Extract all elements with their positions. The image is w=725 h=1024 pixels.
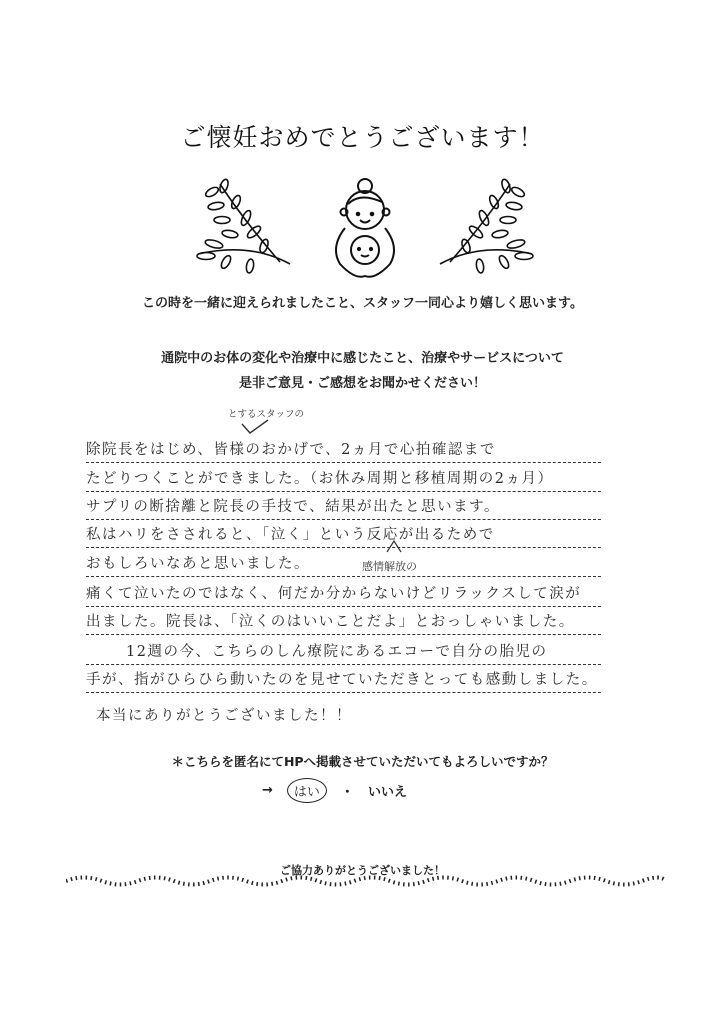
handwritten-text: 12週の今、こちらのしん療院にあるエコーで自分の胎児の — [110, 644, 548, 660]
handwritten-closing: 本当にありがとうございました！！ — [96, 708, 352, 724]
handwritten-line — [86, 636, 601, 665]
prompt-line-1: 通院中のお体の変化や治療中に感じたこと、治療やサービスについて — [161, 351, 564, 366]
handwritten-line — [86, 664, 601, 693]
consent-no-option[interactable]: いいえ — [367, 785, 407, 800]
handwritten-text: 出ました。院長は、「泣くのはいいことだよ」とおっしゃいました。 — [86, 614, 575, 630]
consent-options — [262, 778, 407, 803]
handwritten-text: おもしろいなあと思いました。 — [86, 556, 310, 572]
handwritten-text: たどりつくことができました。（お休み周期と移植周期の2ヵ月） — [86, 471, 554, 487]
handwritten-line — [86, 519, 601, 548]
mother-and-baby-icon — [336, 179, 394, 277]
insert-note-emotion: 感情解放の — [362, 560, 417, 573]
handwritten-text: 手が、指がひらひら動いたのを見せていただきとっても感動しました。 — [86, 672, 598, 688]
page-title: ご懐妊おめでとうございます！ — [180, 123, 545, 152]
laurel-branch-icon — [197, 178, 290, 273]
consent-question: ＊こちらを匿名にてHPへ掲載させていただいてもよろしいですか？ — [171, 754, 554, 769]
handwritten-line — [86, 463, 601, 492]
footer-thanks: ご協力ありがとうございました！ — [280, 864, 445, 877]
prompt-line-2: 是非ご意見・ご感想をお聞かせください！ — [238, 376, 486, 391]
wavy-dotted-divider — [66, 866, 666, 896]
arrow-right-icon: → — [262, 783, 273, 798]
handwritten-text: 痛くて泣いたのではなく、何だか分からないけどリラックスして涙が — [86, 586, 582, 602]
illustration-header — [190, 172, 540, 282]
handwritten-line — [86, 606, 601, 635]
laurel-branch-icon — [440, 178, 533, 273]
insert-note-staff: とするスタッフの — [228, 409, 305, 420]
handwritten-line — [86, 491, 601, 520]
consent-yes-option[interactable]: はい — [287, 778, 327, 803]
subtitle: この時を一緒に迎えられましたこと、スタッフ一同心より嬉しく思います。 — [142, 296, 583, 311]
handwritten-text: 私はハリをさされると、「泣く」という反応が出るためで — [86, 527, 495, 543]
option-separator: ・ — [340, 785, 354, 800]
handwritten-line — [86, 578, 601, 607]
handwritten-line — [86, 548, 601, 577]
handwritten-text: 除院長をはじめ、皆様のおかげで、2ヵ月で心拍確認まで — [86, 442, 496, 458]
handwritten-line — [86, 434, 601, 463]
handwritten-text: サプリの断捨離と院長の手技で、結果が出たと思います。 — [86, 499, 500, 515]
